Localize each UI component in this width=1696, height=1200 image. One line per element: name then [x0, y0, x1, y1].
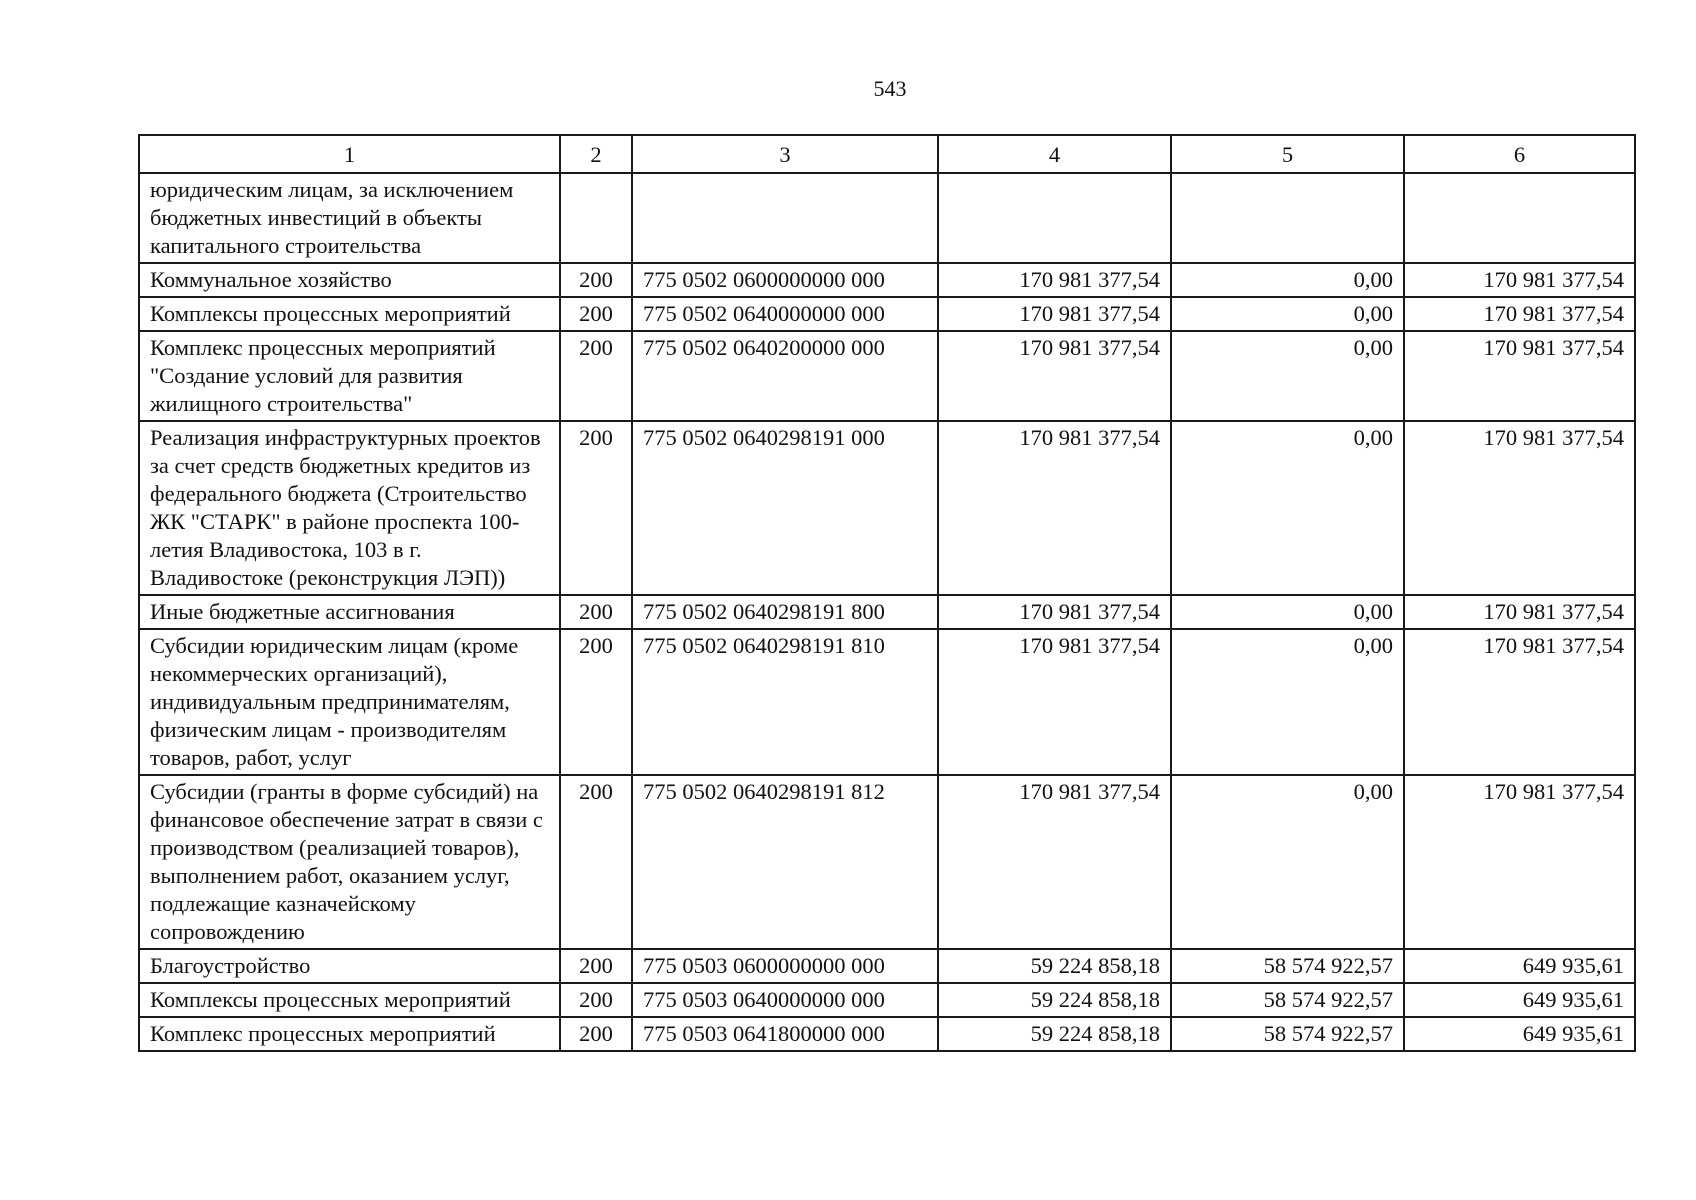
- row-code: 200: [560, 263, 632, 297]
- budget-table: [138, 134, 1636, 1052]
- row-value-6: 170 981 377,54: [1404, 421, 1635, 595]
- row-name: Реализация инфраструктурных проектов за счет средств бюджетных кредитов из федерального бюджета (Строительство ЖК "СТАРК" в районе проспекта 100-летия Владивостока, 103 в г. Владивостоке (реконструкция ЛЭП)): [139, 421, 560, 595]
- row-value-5: 0,00: [1171, 595, 1404, 629]
- row-value-5: 0,00: [1171, 297, 1404, 331]
- row-value-5: 0,00: [1171, 263, 1404, 297]
- row-value-5: 0,00: [1171, 421, 1404, 595]
- row-value-4: 59 224 858,18: [938, 983, 1171, 1017]
- row-value-4: 170 981 377,54: [938, 421, 1171, 595]
- row-value-6: 649 935,61: [1404, 983, 1635, 1017]
- table-row: [139, 263, 1635, 297]
- row-kbk: 775 0502 0640200000 000: [632, 331, 938, 421]
- table-row: [139, 331, 1635, 421]
- row-kbk: 775 0503 0641800000 000: [632, 1017, 938, 1051]
- row-name: юридическим лицам, за исключением бюджетных инвестиций в объекты капитального строительства: [139, 173, 560, 263]
- row-value-6: [1404, 173, 1635, 263]
- row-value-6: 170 981 377,54: [1404, 595, 1635, 629]
- row-kbk: 775 0502 0640298191 810: [632, 629, 938, 775]
- row-value-5: 0,00: [1171, 331, 1404, 421]
- row-kbk: 775 0503 0600000000 000: [632, 949, 938, 983]
- row-value-4: [938, 173, 1171, 263]
- row-value-5: 0,00: [1171, 775, 1404, 949]
- row-code: 200: [560, 331, 632, 421]
- row-name: Коммунальное хозяйство: [139, 263, 560, 297]
- table-row: [139, 421, 1635, 595]
- row-code: 200: [560, 983, 632, 1017]
- row-value-6: 649 935,61: [1404, 1017, 1635, 1051]
- table-header: [139, 135, 1635, 173]
- row-value-4: 59 224 858,18: [938, 1017, 1171, 1051]
- row-code: 200: [560, 297, 632, 331]
- row-value-5: 58 574 922,57: [1171, 983, 1404, 1017]
- row-value-4: 170 981 377,54: [938, 297, 1171, 331]
- row-value-4: 170 981 377,54: [938, 629, 1171, 775]
- row-value-4: 170 981 377,54: [938, 263, 1171, 297]
- row-code: 200: [560, 949, 632, 983]
- column-header-3: 3: [632, 135, 938, 173]
- table-row: [139, 173, 1635, 263]
- row-value-4: 170 981 377,54: [938, 775, 1171, 949]
- column-header-4: 4: [938, 135, 1171, 173]
- row-kbk: 775 0502 0640298191 812: [632, 775, 938, 949]
- row-value-6: 649 935,61: [1404, 949, 1635, 983]
- row-value-4: 59 224 858,18: [938, 949, 1171, 983]
- row-value-6: 170 981 377,54: [1404, 629, 1635, 775]
- table-row: [139, 297, 1635, 331]
- table-row: [139, 775, 1635, 949]
- row-kbk: 775 0502 0640298191 800: [632, 595, 938, 629]
- header-row: [139, 135, 1635, 173]
- column-header-5: 5: [1171, 135, 1404, 173]
- row-code: [560, 173, 632, 263]
- row-value-5: 58 574 922,57: [1171, 949, 1404, 983]
- row-value-5: 0,00: [1171, 629, 1404, 775]
- row-value-5: 58 574 922,57: [1171, 1017, 1404, 1051]
- row-name: Комплексы процессных мероприятий: [139, 983, 560, 1017]
- row-value-4: 170 981 377,54: [938, 331, 1171, 421]
- row-kbk: [632, 173, 938, 263]
- row-name: Субсидии юридическим лицам (кроме некоммерческих организаций), индивидуальным предпринимателям, физическим лицам - производителям товаров, работ, услуг: [139, 629, 560, 775]
- row-kbk: 775 0502 0640000000 000: [632, 297, 938, 331]
- table-row: [139, 595, 1635, 629]
- row-name: Комплексы процессных мероприятий: [139, 297, 560, 331]
- row-value-6: 170 981 377,54: [1404, 263, 1635, 297]
- row-name: Благоустройство: [139, 949, 560, 983]
- row-code: 200: [560, 775, 632, 949]
- table-row: [139, 1017, 1635, 1051]
- row-name: Комплекс процессных мероприятий "Создание условий для развития жилищного строительства": [139, 331, 560, 421]
- row-code: 200: [560, 1017, 632, 1051]
- column-header-6: 6: [1404, 135, 1635, 173]
- row-name: Субсидии (гранты в форме субсидий) на финансовое обеспечение затрат в связи с производством (реализацией товаров), выполнением работ, оказанием услуг, подлежащие казначейскому сопровождению: [139, 775, 560, 949]
- row-kbk: 775 0502 0600000000 000: [632, 263, 938, 297]
- column-header-2: 2: [560, 135, 632, 173]
- row-name: Комплекс процессных мероприятий: [139, 1017, 560, 1051]
- row-value-5: [1171, 173, 1404, 263]
- page-number: 543: [873, 76, 907, 101]
- row-value-6: 170 981 377,54: [1404, 297, 1635, 331]
- row-code: 200: [560, 595, 632, 629]
- row-value-6: 170 981 377,54: [1404, 775, 1635, 949]
- table-body: [139, 173, 1635, 1051]
- row-kbk: 775 0503 0640000000 000: [632, 983, 938, 1017]
- row-value-6: 170 981 377,54: [1404, 331, 1635, 421]
- row-name: Иные бюджетные ассигнования: [139, 595, 560, 629]
- row-kbk: 775 0502 0640298191 000: [632, 421, 938, 595]
- table-row: [139, 949, 1635, 983]
- row-value-4: 170 981 377,54: [938, 595, 1171, 629]
- row-code: 200: [560, 421, 632, 595]
- table-row: [139, 983, 1635, 1017]
- row-code: 200: [560, 629, 632, 775]
- column-header-1: 1: [139, 135, 560, 173]
- table-row: [139, 629, 1635, 775]
